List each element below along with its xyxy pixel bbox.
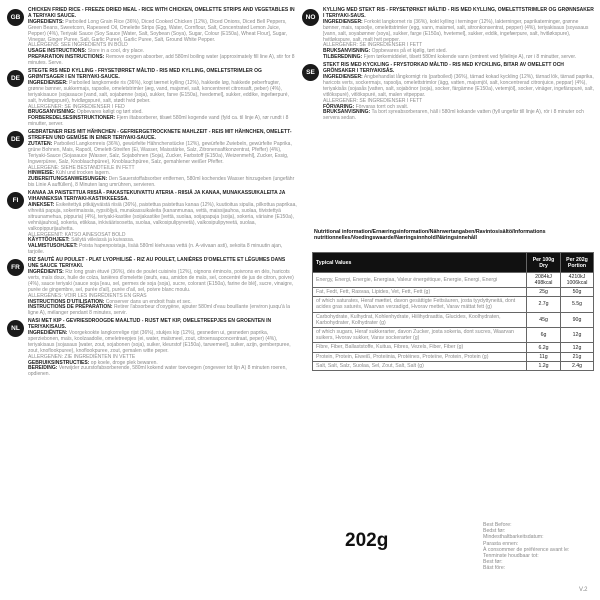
allergen-text: ALLERGENEN: ZIE INGREDIËNTEN IN VETTE — [28, 353, 136, 360]
usage-label: BRUGSANVISNING: — [28, 109, 76, 116]
best-before-line: Tenminste houdbaar tot: — [483, 553, 539, 560]
usage-text: Opbevares køligt og tørt sted. — [76, 109, 143, 116]
usage-label: BRUKSANVISNING: — [323, 48, 371, 55]
net-weight: 202g — [345, 530, 389, 551]
ingredients-label: INGREDIENTS: — [28, 18, 64, 25]
nutrition-row — [313, 312, 594, 327]
nutrition-header-row — [313, 253, 594, 273]
language-section-no — [300, 8, 595, 61]
ingredients-label: INGREDIENSER: — [323, 18, 363, 25]
ingredients-text: Parboiled Long Grain Rice (36%), Diced Cooked Chicken (12%), Diced Onions, Diced Bell Peppers, Green Beans, Sweetcorn, Rapeseed Oil, Omelette Strips (Egg, Water, Cornflour, Salt, Concentrated Lemon Juice, Pepper) (4%), Teriyaki Sauce (Soy Sauce [Water, Salt, Soybean (Soya), Sugar, Colour (E150a), Wheat Flour], Sugar, Vinegar, Ginger Puree, Salt, Garlic Puree), Garlic Puree, Salt, Ground White Pepper. — [28, 18, 288, 43]
usage-label: GEBRUIKSINSTRUCTIES: — [28, 359, 90, 366]
language-section-gb — [5, 8, 297, 67]
section-title: KYLLING MED STEKT RIS - FRYSETØRKET MÅLTID - RIS MED KYLLING, OMELETTSTRIMLER OG GRØNNSAKER I TERIYAKI-SAUS. — [323, 7, 594, 19]
language-section-fr — [5, 258, 297, 317]
nutrition-table — [312, 252, 594, 371]
value-per-portion: 4210kJ 1006kcal — [561, 273, 594, 288]
nutrition-title: Nutritional information/Ernæringsinformation/Nährwertangaben/Ravintosisältö/Informations nutritionnelles/Voedingswaarde/Næringsinnhold/Näringsinnehåll — [314, 229, 546, 242]
usage-label: USAGE INSTRUCTIONS: — [28, 48, 87, 55]
ingredients-label: AINEKSET: — [28, 202, 55, 208]
nutrient-label: Fat, Fedt, Fett, Rasvaa, Lipides, Vet, Fett, Fett (g) — [313, 288, 527, 297]
preparation-label: BRUKSANVISNING: — [323, 109, 371, 116]
best-before-line: Mindesthaltbarkeitsdatum: — [483, 534, 544, 541]
language-badge: FR — [7, 259, 24, 276]
preparation-text: Poista hapenpoistaja, lisää 580ml kiehuvaa vettä (n. A-viivaan asti), sekoita 8 minuutin ajan, tarjoile. — [28, 243, 283, 256]
value-per-100g: 2084kJ 498kcal — [527, 273, 561, 288]
section-title: STEGTE RIS MED KYLLING - FRYSETØRRET MÅLTID - RIS MED KYLLING, OMELETSTRIMLER OG GRØNTSAGER I EN TERIYAKI-SAUCE. — [28, 68, 262, 80]
preparation-line — [28, 55, 297, 67]
ingredients-line — [28, 331, 297, 355]
preparation-line — [28, 366, 297, 378]
section-title: GEBRATENER REIS MIT HÄHNCHEN - GEFRIERGETROCKNETE MAHLZEIT - REIS MIT HÄHNCHEN, OMELETT-STREIFEN UND GEMÜSE IN EINER TERIYAKI-SAUCE. — [28, 129, 292, 142]
best-before-line: Bedst før: — [483, 528, 506, 535]
allergen-text: ALLERGENER: SE INGREDIENSER I FETT — [323, 42, 423, 49]
best-before-line: Best før: — [483, 559, 503, 566]
language-badge: DE — [7, 131, 24, 148]
language-section-fi — [5, 191, 297, 256]
nutrition-row — [313, 328, 594, 343]
value-per-portion: 2.4g — [561, 361, 594, 370]
nutrition-row — [313, 273, 594, 288]
usage-label: FÖRVARING: — [323, 103, 355, 110]
preparation-label: TILBEREDNING: — [323, 54, 363, 61]
right-column — [300, 8, 595, 124]
ingredients-line — [28, 142, 297, 166]
allergen-text: ALLERGEENIT: KATSO AINESOSAT BOLD — [28, 231, 126, 238]
value-per-100g: 2.7g — [527, 297, 561, 312]
nutrient-label: Salt, Salt, Salz, Suolaa, Sel, Zout, Salt, Salt (g) — [313, 361, 527, 370]
ingredients-line — [323, 75, 595, 99]
language-badge: DE — [7, 70, 24, 87]
preparation-line — [323, 110, 595, 122]
usage-text: Store in a cool, dry place. — [87, 48, 145, 55]
nutrition-row — [313, 288, 594, 297]
ingredients-label: INGREDIENSER: — [323, 73, 363, 80]
ingredients-text: Forkokt langkornet ris (36%), kokt kylling i terninger (12%), lakterninger, paprikaterninger, grønne bønner, mais, rapsolje, omelettstrimler (egg, vann, maismel, salt, sitronkonsentrat, pepper) (4%), teriyakisaus (soyasaus [vann, salt, soyabønner (soya), sukker, farge (E150a), hvetemel], sukker, eddik, ingefærpure, salt, hvitløkspure), hvitløkspure, salt, malt hvit pepper. — [323, 18, 589, 43]
language-badge: GB — [7, 9, 24, 26]
value-per-portion: 5.5g — [561, 297, 594, 312]
header-per-100g: Per 100g Dry — [527, 253, 561, 273]
ingredients-line — [28, 20, 297, 44]
version-label: V.2 — [579, 587, 588, 593]
ingredients-text: Esikeitettyä pitkäjyväistä riisiä (36%), paistettua paistettua kanaa (12%), kuutioitua sipulia, pilkottua paprikaa, vihreitä papuja, sokerimaissia, rypsiöljyä, munakassuikaleita (kananmunaa, vettä, maissijauhoa, suolaa, tiivistettyä sitruunamehua, pippuria) (4%), teriyaki-kastike (soijakastike [vettä, suolaa, soijapapuja (soija), sokeria, väriaine (E150a), vehnäjauhoa], sokeria, etikkaa, inkiväärisosetta, suolaa, valkosipulipyreetä), valkosipulipyreetä, suolaa, valkopippurijauhetta. — [28, 202, 297, 232]
ingredients-line — [28, 270, 297, 294]
preparation-line — [28, 244, 297, 256]
preparation-line — [28, 116, 297, 128]
ingredients-line — [28, 81, 297, 105]
section-title: CHICKEN FRIED RICE - FREEZE DRIED MEAL - RICE WITH CHICKEN, OMELETTE STRIPS AND VEGETABLES IN A TERIYAKI SAUCE. — [28, 7, 295, 19]
usage-text: Förvaras torrt och svalt. — [355, 103, 409, 110]
section-title: STEKT RIS MED KYCKLING - FRYSTORKAD MÅLTID - RIS MED KYCKLING, BITAR AV OMELETT OCH GRÖNSAKER I TERIYAKISÅS. — [323, 62, 564, 75]
preparation-text: Fjern tørkemiddelet, tilsett 580ml kokende vann (omtrent ved fyllelinje A), rør i 8 minutter, server. — [363, 54, 577, 61]
left-column — [5, 8, 297, 380]
language-section-nl — [5, 319, 297, 378]
best-before-line: À consommer de préférence avant le: — [483, 546, 570, 553]
nutrient-label: Protein, Protein, Eiweiß, Proteiinia, Protéines, Proteïne, Protein, Protein (g) — [313, 352, 527, 361]
language-section-de — [5, 69, 297, 128]
value-per-portion: 21g — [561, 352, 594, 361]
value-per-100g: 45g — [527, 312, 561, 327]
language-section-de — [5, 130, 297, 189]
language-badge: SE — [302, 64, 319, 81]
preparation-text: Retirer l'absorbeur d'oxygène, ajouter 580ml d'eau bouillante (environ jusqu'à la ligne A), mélanger pendant 8 minutes, servir. — [28, 304, 291, 317]
preparation-line — [28, 305, 297, 317]
nutrient-label: Carbohydrate, Kulhydrat, Kohlenhydrate, Hiilihydraattia, Glucides, Koolhydraten, Karbohydrater, Kolhydrater (g) — [313, 312, 527, 327]
preparation-text: Den Sauerstoffabsorber entfernen, 580ml kochendes Wasser hinzugeben (ungefähr bis Linie A auffüllen), 8 Minuten lang umrühren, servieren. — [28, 176, 295, 189]
preparation-label: FORBEREDELSESINSTRUKTIONER: — [28, 115, 116, 122]
best-before-line: Bäst före: — [483, 565, 506, 572]
preparation-label: VALMISTUSOHJEET: — [28, 243, 78, 250]
preparation-label: BEREIDING: — [28, 365, 58, 372]
language-badge: NL — [7, 320, 24, 337]
preparation-label: PREPARATION INSTRUCTIONS: — [28, 54, 105, 61]
section-title: RIZ SAUTÉ AU POULET - PLAT LYOPHILISÉ - RIZ AU POULET, LANIÈRES D'OMELETTE ET LÉGUMES DANS UNE SAUCE TERIYAKI. — [28, 257, 286, 270]
usage-text: Oppbevares på et kjølig, tørt sted. — [371, 48, 447, 55]
allergen-text: ALLERGENER: SE INGREDIENSER I FETT — [323, 97, 423, 104]
header-typical-values: Typical Values — [313, 253, 527, 273]
best-before-line: Parasta ennen: — [483, 540, 519, 547]
ingredients-text: Parboiled Langkornreis (36%), gewürfelte Hähnchenstücke (12%), gewürfelte Zwiebeln, gewürfelte Paprika, grüne Bohnen, Mais, Rapsöl, Omelett-Streifen (Ei, Wasser, Maisstärke, Salz, Zitronensaftkonzentrat, Pfeffer) (4%), Teriyaki-Sauce (Sojasauce [Wasser, Salz, Sojabohnen (Soja), Zucker, Farbstoff (E150a), Weizenmehl], Zucker, Essig, Ingwerpüree, Salz, Knoblauchpüree), Knoblauchpüree, Salz, gemahlener weißer Pfeffer. — [28, 140, 292, 165]
value-per-portion: 50g — [561, 288, 594, 297]
ingredients-line — [28, 203, 297, 233]
allergen-text: ALLERGÈNES: VOIR LES INGRÉDIENTS EN GRAS — [28, 292, 147, 299]
preparation-text: Fjern iltabsorberer, tilsæt 580ml kogende vand (fyld ca. til linje A), rør rundt i 8 minutter, server. — [28, 115, 289, 128]
nutrient-label: Fibre, Fiber, Ballaststoffe, Kuitua, Fibres, Vezels, Fiber, Fiber (g) — [313, 343, 527, 352]
usage-text: Kühl und trocken lagern. — [55, 170, 110, 177]
language-badge: FI — [7, 192, 24, 209]
ingredients-label: INGRÉDIENTS: — [28, 268, 64, 275]
value-per-portion: 12g — [561, 328, 594, 343]
value-per-100g: 6g — [527, 328, 561, 343]
preparation-line — [323, 55, 595, 61]
value-per-100g: 25g — [527, 288, 561, 297]
header-per-portion: Per 202g Portion — [561, 253, 594, 273]
value-per-100g: 6.2g — [527, 343, 561, 352]
usage-label: HINWEISE: — [28, 170, 55, 177]
value-per-portion: 90g — [561, 312, 594, 327]
nutrient-label: Energy, Energi, Energie, Energiaa, Valeur énergétique, Energie, Energi, Energi — [313, 273, 527, 288]
value-per-100g: 1.2g — [527, 361, 561, 370]
usage-text: Conserver dans un endroit frais et sec. — [105, 298, 192, 305]
preparation-text: Ta bort syreabsorberaren, häll i 580ml kokande vatten (fyll ungefär till linje A), rör i 8 minuter och servera sedan. — [323, 109, 584, 122]
preparation-text: Remove oxygen absorber, add 580ml boiling water (approximately fill line A), stir for 8 minutes. Serve. — [28, 54, 295, 67]
allergen-text: ALLERGENE: SIEHE BESTANDTEILE IN FETT — [28, 164, 135, 171]
ingredients-text: Angbehandlat långkornigt ris (parboiled) (36%), tärnad kokad kyckling (12%), tärnad lök, tärnad paprika, haricots verts, sockermajs, rapsolja, omelettstrimlor (ägg, vatten, majsmjöl, salt, koncentrerad citronjuice, peppar) (4%), teriyakisås (sojasås [vatten, salt, sojabönor (soja), socker, färgämne (E150a), vetemjöl], socker, vinäger, ingefärspuré, salt, vitlökspuré), vitlökspuré, salt, malen vitpeppar. — [323, 73, 594, 98]
preparation-label: ZUBEREITUNGSANWEISUNGEN: — [28, 176, 108, 183]
ingredients-line — [323, 20, 595, 44]
preparation-label: INSTRUCTIONS DE PRÉPARATION: — [28, 304, 113, 311]
best-before-block — [483, 522, 570, 572]
ingredients-label: INGREDIËNTEN: — [28, 330, 68, 337]
allergen-text: ALLERGENS: SEE INGREDIENTS IN BOLD — [28, 42, 128, 49]
language-section-se — [300, 63, 595, 122]
nutrition-row — [313, 343, 594, 352]
value-per-portion: 12g — [561, 343, 594, 352]
nutrition-row — [313, 297, 594, 312]
ingredients-text: Parboiled langkornede ris (36%), kogt tærnet kylling (12%), hakkede løg, hakkede peberfrugter, grønne bønner, sukkermajs, rapsolie, omeletstrimler (æg, vand, majsmel, salt, koncentreret citronsaft, peber) (4%), teriyakisauce (sojasauce [vand, salt, sojabønne (soja), sukker, farve (E150a), hvedemel], sukker, eddike, ingefærpuré, salt, hvidløgspuré), hvidløgspuré, salt, stødt hvid peber. — [28, 79, 289, 104]
section-title: KANAA JA PAISTETTUA RIISIÄ - PAKASTEKUIVATTU ATERIA - RIISIÄ JA KANAA, MUNAKASSUIKALEITA JA VIHANNEKSIA TERIYAKI-KASTIKKEESSA. — [28, 190, 286, 203]
nutrient-label: of which saturates, Heraf mættet, davon gesättigte Fettsäuren, josta tyydyttyneitä, dont acides gras saturés, Waarvan verzadigd, Hvorav mettet, Varav mättat fett (g) — [313, 297, 527, 312]
best-before-line: Best Before: — [483, 522, 512, 528]
nutrition-row — [313, 361, 594, 370]
preparation-line — [28, 177, 297, 189]
ingredients-text: Voorgekookte langkorrelige rijst (36%), stukjes kip (12%), gesneden ui, gesneden paprika, sperziebonen, maïs, koolzaadolie, omeletreepjes (ei, water, maïsmeel, zout, citroensapconcentraat, peper) (4%), teriyakisaus (sojasaus [water, zout, sojabonen (soja), suiker, kleurstof (E150a), tarwemeel], suiker, azijn, gemberpuree, zout, knoflookpuree), knoflookpuree, zout, gemalen witte peper. — [28, 330, 291, 354]
ingredients-label: INGREDIENSER: — [28, 79, 68, 86]
usage-label: INSTRUCTIONS D'UTILISATION: — [28, 298, 105, 305]
allergen-text: ALLERGENER: SE INGREDIENSER I FED — [28, 103, 125, 110]
ingredients-label: ZUTATEN: — [28, 140, 53, 147]
preparation-text: Verwijder zuurstofabsorberende, 580ml kokend water toevoegen (ongeveer tot lijn A) 8 minuten roeren, opdienen. — [28, 365, 287, 378]
ingredients-text: Riz long grain étuvé (36%), dés de poulet cuisinés (12%), oignons émincés, poivrons en dés, haricots verts, maïs doux, huile de colza, lanières d'omelette (œufs, eau, amidon de maïs, sel, concentré de jus de citron, poivre) (4%), sauce teriyaki (sauce soja [eau, sel, germes de soja (soja), sucre, colorant (E150a), farine de blé], sucre, vinaigre, purée de gingembre, sel, purée d'ail), purée d'ail, sel, poivre blanc moulu. — [28, 268, 294, 293]
usage-text: op koele, droge plek bewaren. — [90, 359, 158, 366]
value-per-100g: 11g — [527, 352, 561, 361]
usage-text: Säilytä viileässä ja kuivassa. — [71, 237, 135, 244]
section-title: NASI MET KIP - GEVRIESDROOGDE MAALTIJD - RIJST MET KIP, OMELETREEPJES EN GROENTEN IN TERIYAKISAUS. — [28, 318, 272, 331]
language-badge: NO — [302, 9, 319, 26]
nutrient-label: of which sugars, Heraf sukkerarter, davon Zucker, josta sokeria, dont sucres, Waarvan suikers, Hvorav sukker, Varav sockerarter (g) — [313, 328, 527, 343]
usage-label: KÄYTTÖOHJEET: — [28, 237, 70, 244]
nutrition-row — [313, 352, 594, 361]
